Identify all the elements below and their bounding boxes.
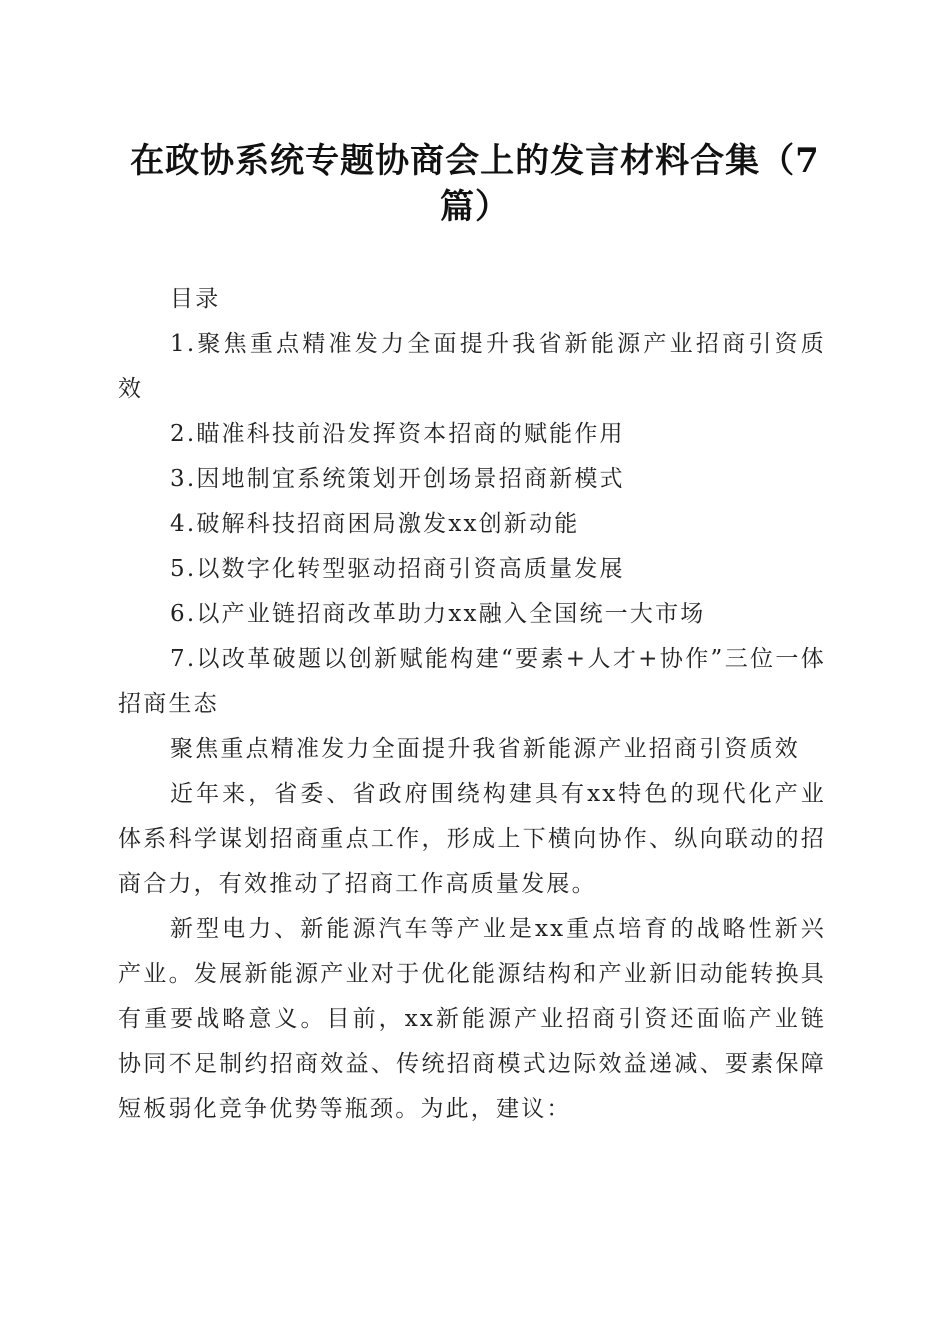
- body-paragraph: 新型电力、新能源汽车等产业是xx重点培育的战略性新兴产业。发展新能源产业对于优化能源结构和产业新旧动能转换具有重要战略意义。目前，xx新能源产业招商引资还面临产业链协同不足制约招商效益、传统招商模式边际效益递减、要素保障短板弱化竞争优势等瓶颈。为此，建议：: [118, 916, 826, 1122]
- toc-item: 7.以改革破题以创新赋能构建“要素+人才+协作”三位一体招商生态: [118, 646, 826, 717]
- toc-item: 6.以产业链招商改革助力xx融入全国统一大市场: [170, 601, 706, 627]
- document-body: [118, 277, 826, 1132]
- document-title: 在政协系统专题协商会上的发言材料合集（7篇）: [130, 141, 820, 227]
- toc-item: 4.破解科技招商困局激发xx创新动能: [170, 511, 580, 537]
- body-paragraph: 近年来，省委、省政府围绕构建具有xx特色的现代化产业体系科学谋划招商重点工作，形成上下横向协作、纵向联动的招商合力，有效推动了招商工作高质量发展。: [118, 781, 826, 897]
- section-heading: 聚焦重点精准发力全面提升我省新能源产业招商引资质效: [170, 736, 800, 762]
- toc-item: 1.聚焦重点精准发力全面提升我省新能源产业招商引资质效: [118, 331, 826, 402]
- toc-item: 5.以数字化转型驱动招商引资高质量发展: [170, 556, 625, 582]
- toc-item: 2.瞄准科技前沿发挥资本招商的赋能作用: [170, 421, 625, 447]
- toc-heading: 目录: [170, 286, 221, 312]
- toc-item: 3.因地制宜系统策划开创场景招商新模式: [170, 466, 625, 492]
